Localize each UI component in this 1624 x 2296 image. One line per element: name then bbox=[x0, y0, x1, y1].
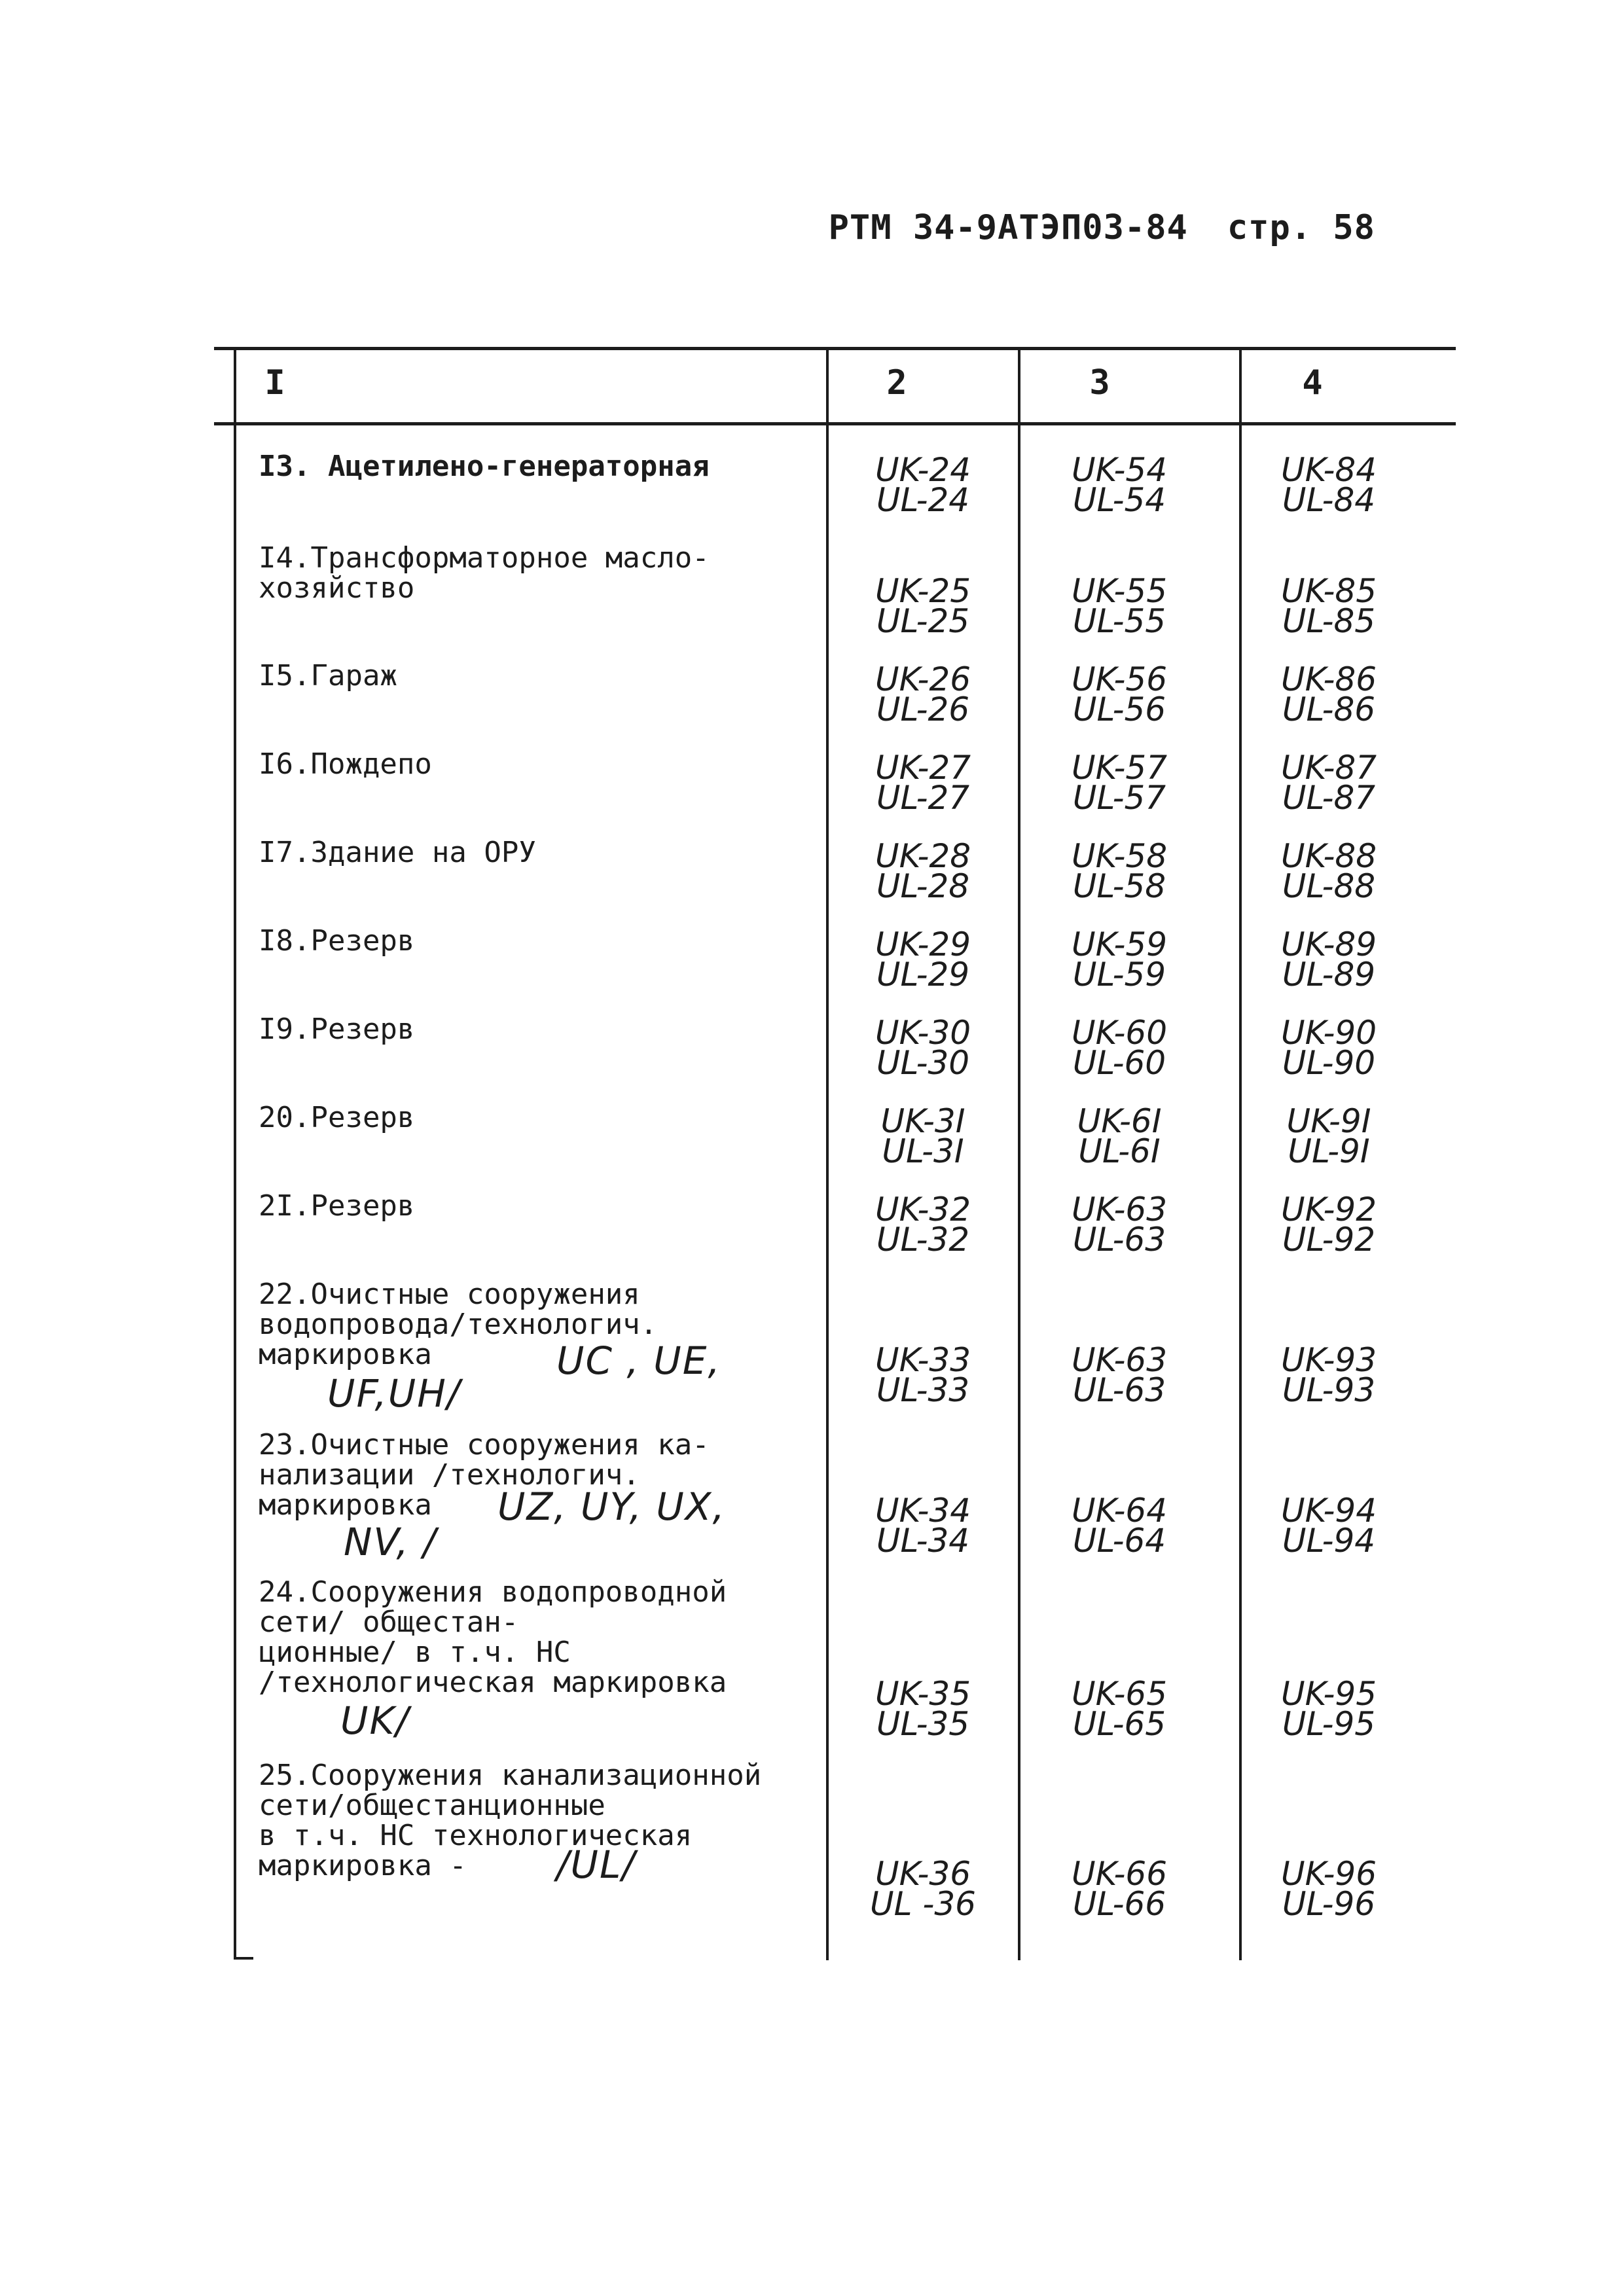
column-divider-3 bbox=[1239, 350, 1242, 1960]
row-description: 22.Очистные сооружения водопровода/технологич. маркировка bbox=[259, 1278, 658, 1371]
code-col-4: UK-9I UL-9I bbox=[1286, 1102, 1371, 1170]
row-description: 2I.Резерв bbox=[259, 1189, 415, 1223]
code-col-4: UK-88 UL-88 bbox=[1280, 837, 1377, 905]
code-col-4: UK-95 UL-95 bbox=[1280, 1675, 1377, 1743]
code-col-3: UK-65 UL-65 bbox=[1071, 1675, 1168, 1743]
code-col-3: UK-64 UL-64 bbox=[1071, 1492, 1168, 1560]
code-col-2: UK-33 UL-33 bbox=[875, 1341, 971, 1409]
page-number: стр. 58 bbox=[1227, 208, 1375, 247]
code-col-3: UK-56 UL-56 bbox=[1071, 660, 1168, 728]
column-divider-2 bbox=[1018, 350, 1020, 1960]
handwritten-annotation: NV, / bbox=[344, 1520, 437, 1564]
table-top-rule bbox=[214, 347, 1456, 350]
code-col-2: UK-32 UL-32 bbox=[875, 1191, 971, 1259]
code-col-2: UK-26 UL-26 bbox=[875, 660, 971, 728]
handwritten-annotation: UF,UH/ bbox=[327, 1371, 461, 1416]
column-header-3: 3 bbox=[1089, 363, 1110, 403]
handwritten-annotation: UK/ bbox=[340, 1698, 410, 1743]
page-header bbox=[829, 208, 1375, 247]
code-col-4: UK-86 UL-86 bbox=[1280, 660, 1377, 728]
code-col-4: UK-89 UL-89 bbox=[1280, 925, 1377, 994]
code-col-4: UK-92 UL-92 bbox=[1280, 1191, 1377, 1259]
code-col-3: UK-57 UL-57 bbox=[1071, 749, 1168, 817]
handwritten-annotation: UC , UE, bbox=[556, 1338, 721, 1383]
code-col-2: UK-30 UL-30 bbox=[875, 1014, 971, 1082]
code-col-2: UK-3I UL-3I bbox=[880, 1102, 965, 1170]
code-col-4: UK-87 UL-87 bbox=[1280, 749, 1377, 817]
row-description: I9.Резерв bbox=[259, 1013, 415, 1046]
row-description: 23.Очистные сооружения ка- нализации /технологич. маркировка bbox=[259, 1428, 710, 1522]
document-code: РТМ 34-9АТЭП03-84 bbox=[828, 208, 1188, 247]
code-col-4: UK-93 UL-93 bbox=[1280, 1341, 1377, 1409]
row-description: I5.Гараж bbox=[259, 659, 397, 692]
code-col-2: UK-27 UL-27 bbox=[875, 749, 971, 817]
code-col-2: UK-28 UL-28 bbox=[875, 837, 971, 905]
handwritten-annotation: /UL/ bbox=[556, 1842, 636, 1887]
row-description: I7.Здание на ОРУ bbox=[259, 836, 536, 869]
row-description: 25.Сооружения канализационной сети/общестанционные в т.ч. НС технологическая маркировка - bbox=[259, 1759, 762, 1882]
code-col-2: UK-29 UL-29 bbox=[875, 925, 971, 994]
row-description: I6.Пождепо bbox=[259, 747, 432, 781]
code-col-3: UK-63 UL-63 bbox=[1071, 1341, 1168, 1409]
table-header-rule bbox=[214, 422, 1456, 425]
code-col-3: UK-66 UL-66 bbox=[1071, 1855, 1168, 1923]
code-col-3: UK-58 UL-58 bbox=[1071, 837, 1168, 905]
code-col-4: UK-84 UL-84 bbox=[1280, 451, 1377, 519]
code-col-3: UK-55 UL-55 bbox=[1071, 572, 1168, 640]
row-description: I3. Ацетилено-генераторная bbox=[259, 450, 710, 483]
code-col-4: UK-90 UL-90 bbox=[1280, 1014, 1377, 1082]
code-col-4: UK-96 UL-96 bbox=[1280, 1855, 1377, 1923]
code-col-3: UK-63 UL-63 bbox=[1071, 1191, 1168, 1259]
column-header-4: 4 bbox=[1302, 363, 1323, 403]
code-col-2: UK-24 UL-24 bbox=[875, 451, 971, 519]
code-col-3: UK-6I UL-6I bbox=[1077, 1102, 1162, 1170]
code-col-3: UK-60 UL-60 bbox=[1071, 1014, 1168, 1082]
row-description: I8.Резерв bbox=[259, 924, 415, 958]
code-col-3: UK-54 UL-54 bbox=[1071, 451, 1168, 519]
code-col-2: UK-35 UL-35 bbox=[875, 1675, 971, 1743]
code-col-4: UK-85 UL-85 bbox=[1280, 572, 1377, 640]
code-col-2: UK-36 UL -36 bbox=[869, 1855, 976, 1923]
column-header-1: I bbox=[264, 363, 285, 403]
table-left-border bbox=[234, 347, 236, 1957]
column-header-2: 2 bbox=[886, 363, 907, 403]
handwritten-annotation: UZ, UY, UX, bbox=[497, 1484, 726, 1529]
table-bottom-tick bbox=[234, 1957, 253, 1960]
code-col-4: UK-94 UL-94 bbox=[1280, 1492, 1377, 1560]
code-col-2: UK-34 UL-34 bbox=[875, 1492, 971, 1560]
code-col-2: UK-25 UL-25 bbox=[875, 572, 971, 640]
row-description: 24.Сооружения водопроводной сети/ общестан- ционные/ в т.ч. НС /технологическая маркировка bbox=[259, 1575, 727, 1699]
row-description: 20.Резерв bbox=[259, 1101, 415, 1134]
code-col-3: UK-59 UL-59 bbox=[1071, 925, 1168, 994]
row-description: I4.Трансформаторное масло- хозяйство bbox=[259, 541, 710, 605]
